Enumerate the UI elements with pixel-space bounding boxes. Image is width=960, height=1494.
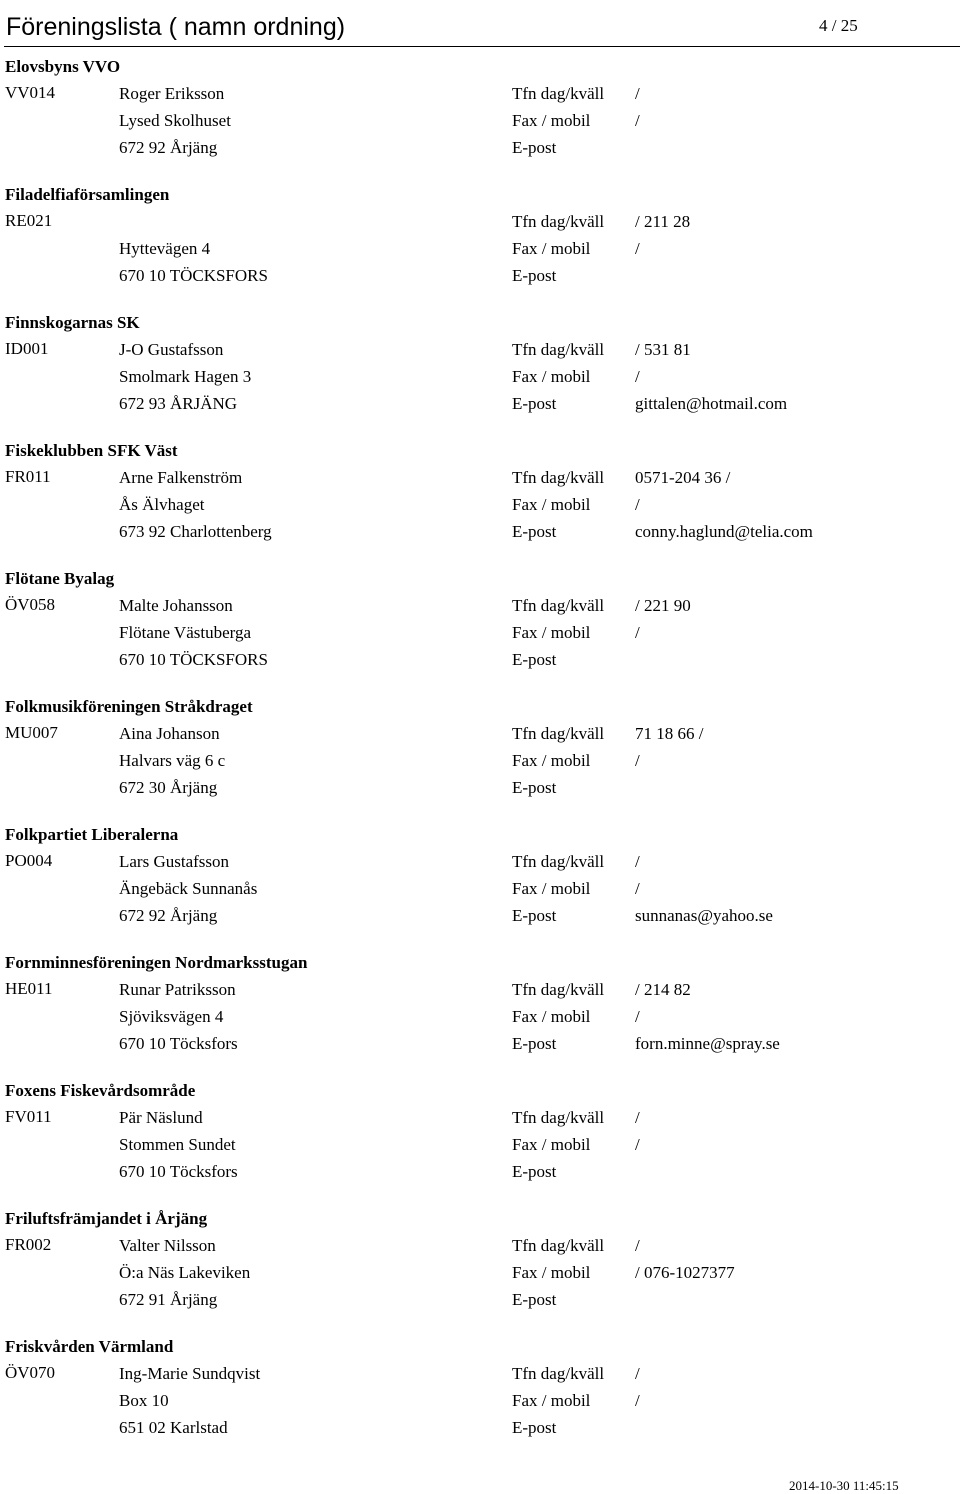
org-name: Friluftsfrämjandet i Årjäng: [5, 1209, 208, 1228]
fax-label: Fax / mobil: [512, 751, 591, 770]
postal-address: 651 02 Karlstad: [119, 1418, 228, 1437]
page-title: Föreningslista ( namn ordning): [6, 13, 346, 41]
postal-address: 670 10 Töcksfors: [119, 1162, 238, 1181]
fax-value: /: [635, 111, 640, 130]
page-number: 4 / 25: [819, 16, 858, 35]
phone-value: / 221 90: [635, 596, 691, 615]
org-name: Folkmusikföreningen Stråkdraget: [5, 697, 253, 716]
phone-label: Tfn dag/kväll: [512, 212, 605, 231]
street-address: Box 10: [119, 1391, 169, 1410]
org-code: FV011: [5, 1107, 52, 1126]
street-address: Hyttevägen 4: [119, 239, 211, 258]
org-name: Elovsbyns VVO: [5, 57, 121, 76]
list-item: [0, 57, 960, 185]
email-label: E-post: [512, 1162, 557, 1181]
postal-address: 672 91 Årjäng: [119, 1290, 218, 1309]
fax-value: / 076-1027377: [635, 1263, 735, 1282]
fax-label: Fax / mobil: [512, 1135, 591, 1154]
street-address: Ängebäck Sunnanås: [119, 879, 258, 898]
fax-label: Fax / mobil: [512, 495, 591, 514]
org-name: Foxens Fiskevårdsområde: [5, 1081, 196, 1100]
postal-address: 672 30 Årjäng: [119, 778, 218, 797]
list-item: [0, 313, 960, 441]
email-label: E-post: [512, 266, 557, 285]
org-name: Finnskogarnas SK: [5, 313, 140, 332]
org-name: Flötane Byalag: [5, 569, 115, 588]
fax-label: Fax / mobil: [512, 367, 591, 386]
phone-value: / 211 28: [635, 212, 691, 231]
contact-name: Pär Näslund: [119, 1108, 203, 1127]
phone-value: / 214 82: [635, 980, 691, 999]
email-value: forn.minne@spray.se: [635, 1034, 780, 1053]
org-name: Fornminnesföreningen Nordmarksstugan: [5, 953, 308, 972]
email-label: E-post: [512, 138, 557, 157]
org-name: Folkpartiet Liberalerna: [5, 825, 179, 844]
org-code: ÖV058: [5, 595, 56, 614]
postal-address: 672 92 Årjäng: [119, 138, 218, 157]
postal-address: 673 92 Charlottenberg: [119, 522, 272, 541]
contact-name: Aina Johanson: [119, 724, 220, 743]
postal-address: 672 93 ÅRJÄNG: [119, 394, 238, 413]
fax-label: Fax / mobil: [512, 623, 591, 642]
org-code: RE021: [5, 211, 53, 230]
email-label: E-post: [512, 1418, 557, 1437]
org-code: FR011: [5, 467, 51, 486]
email-label: E-post: [512, 778, 557, 797]
email-value: gittalen@hotmail.com: [635, 394, 788, 413]
phone-label: Tfn dag/kväll: [512, 1236, 605, 1255]
org-code: HE011: [5, 979, 53, 998]
contact-name: Malte Johansson: [119, 596, 233, 615]
fax-value: /: [635, 495, 640, 514]
org-code: FR002: [5, 1235, 52, 1254]
phone-value: 71 18 66 /: [635, 724, 704, 743]
email-label: E-post: [512, 906, 557, 925]
org-name: Friskvården Värmland: [5, 1337, 174, 1356]
phone-value: /: [635, 852, 640, 871]
phone-label: Tfn dag/kväll: [512, 1108, 605, 1127]
street-address: Lysed Skolhuset: [119, 111, 231, 130]
email-value: sunnanas@yahoo.se: [635, 906, 773, 925]
list-item: [0, 569, 960, 697]
org-code: MU007: [5, 723, 58, 742]
phone-value: 0571-204 36 /: [635, 468, 731, 487]
street-address: Halvars väg 6 c: [119, 751, 226, 770]
phone-label: Tfn dag/kväll: [512, 596, 605, 615]
fax-value: /: [635, 751, 640, 770]
phone-label: Tfn dag/kväll: [512, 1364, 605, 1383]
postal-address: 670 10 TÖCKSFORS: [119, 266, 268, 285]
fax-value: /: [635, 1135, 640, 1154]
fax-value: /: [635, 367, 640, 386]
postal-address: 670 10 TÖCKSFORS: [119, 650, 268, 669]
contact-name: Lars Gustafsson: [119, 852, 230, 871]
email-label: E-post: [512, 1290, 557, 1309]
email-label: E-post: [512, 650, 557, 669]
phone-label: Tfn dag/kväll: [512, 724, 605, 743]
street-address: Flötane Västuberga: [119, 623, 252, 642]
list-item: [0, 825, 960, 953]
phone-value: /: [635, 1364, 640, 1383]
list-item: [0, 441, 960, 569]
list-item: [0, 953, 960, 1081]
contact-name: Roger Eriksson: [119, 84, 225, 103]
phone-label: Tfn dag/kväll: [512, 84, 605, 103]
page-header: [4, 0, 960, 47]
print-timestamp: 2014-10-30 11:45:15: [789, 1478, 899, 1493]
phone-value: /: [635, 1236, 640, 1255]
org-code: PO004: [5, 851, 53, 870]
contact-name: Runar Patriksson: [119, 980, 236, 999]
fax-label: Fax / mobil: [512, 1007, 591, 1026]
org-name: Filadelfiaförsamlingen: [5, 185, 170, 204]
fax-value: /: [635, 1007, 640, 1026]
email-label: E-post: [512, 1034, 557, 1053]
list-item: [0, 185, 960, 313]
street-address: Smolmark Hagen 3: [119, 367, 252, 386]
contact-name: J-O Gustafsson: [119, 340, 224, 359]
phone-label: Tfn dag/kväll: [512, 468, 605, 487]
email-value: conny.haglund@telia.com: [635, 522, 813, 541]
fax-label: Fax / mobil: [512, 1391, 591, 1410]
list-item: [0, 1337, 960, 1465]
fax-label: Fax / mobil: [512, 111, 591, 130]
phone-value: /: [635, 1108, 640, 1127]
email-label: E-post: [512, 394, 557, 413]
contact-name: Arne Falkenström: [119, 468, 243, 487]
org-code: ÖV070: [5, 1363, 56, 1382]
fax-value: /: [635, 623, 640, 642]
phone-value: / 531 81: [635, 340, 691, 359]
phone-label: Tfn dag/kväll: [512, 852, 605, 871]
org-code: ID001: [5, 339, 49, 358]
street-address: Stommen Sundet: [119, 1135, 236, 1154]
fax-label: Fax / mobil: [512, 1263, 591, 1282]
list-item: [0, 1209, 960, 1337]
phone-value: /: [635, 84, 640, 103]
fax-label: Fax / mobil: [512, 239, 591, 258]
org-name: Fiskeklubben SFK Väst: [5, 441, 178, 460]
fax-value: /: [635, 239, 640, 258]
org-code: VV014: [5, 83, 56, 102]
postal-address: 672 92 Årjäng: [119, 906, 218, 925]
street-address: Sjöviksvägen 4: [119, 1007, 224, 1026]
contact-name: Ing-Marie Sundqvist: [119, 1364, 261, 1383]
fax-label: Fax / mobil: [512, 879, 591, 898]
list-item: [0, 1081, 960, 1209]
list-item: [0, 697, 960, 825]
phone-label: Tfn dag/kväll: [512, 340, 605, 359]
fax-value: /: [635, 879, 640, 898]
street-address: Ås Älvhaget: [119, 495, 205, 514]
postal-address: 670 10 Töcksfors: [119, 1034, 238, 1053]
street-address: Ö:a Näs Lakeviken: [119, 1263, 251, 1282]
fax-value: /: [635, 1391, 640, 1410]
phone-label: Tfn dag/kväll: [512, 980, 605, 999]
contact-name: Valter Nilsson: [119, 1236, 216, 1255]
email-label: E-post: [512, 522, 557, 541]
